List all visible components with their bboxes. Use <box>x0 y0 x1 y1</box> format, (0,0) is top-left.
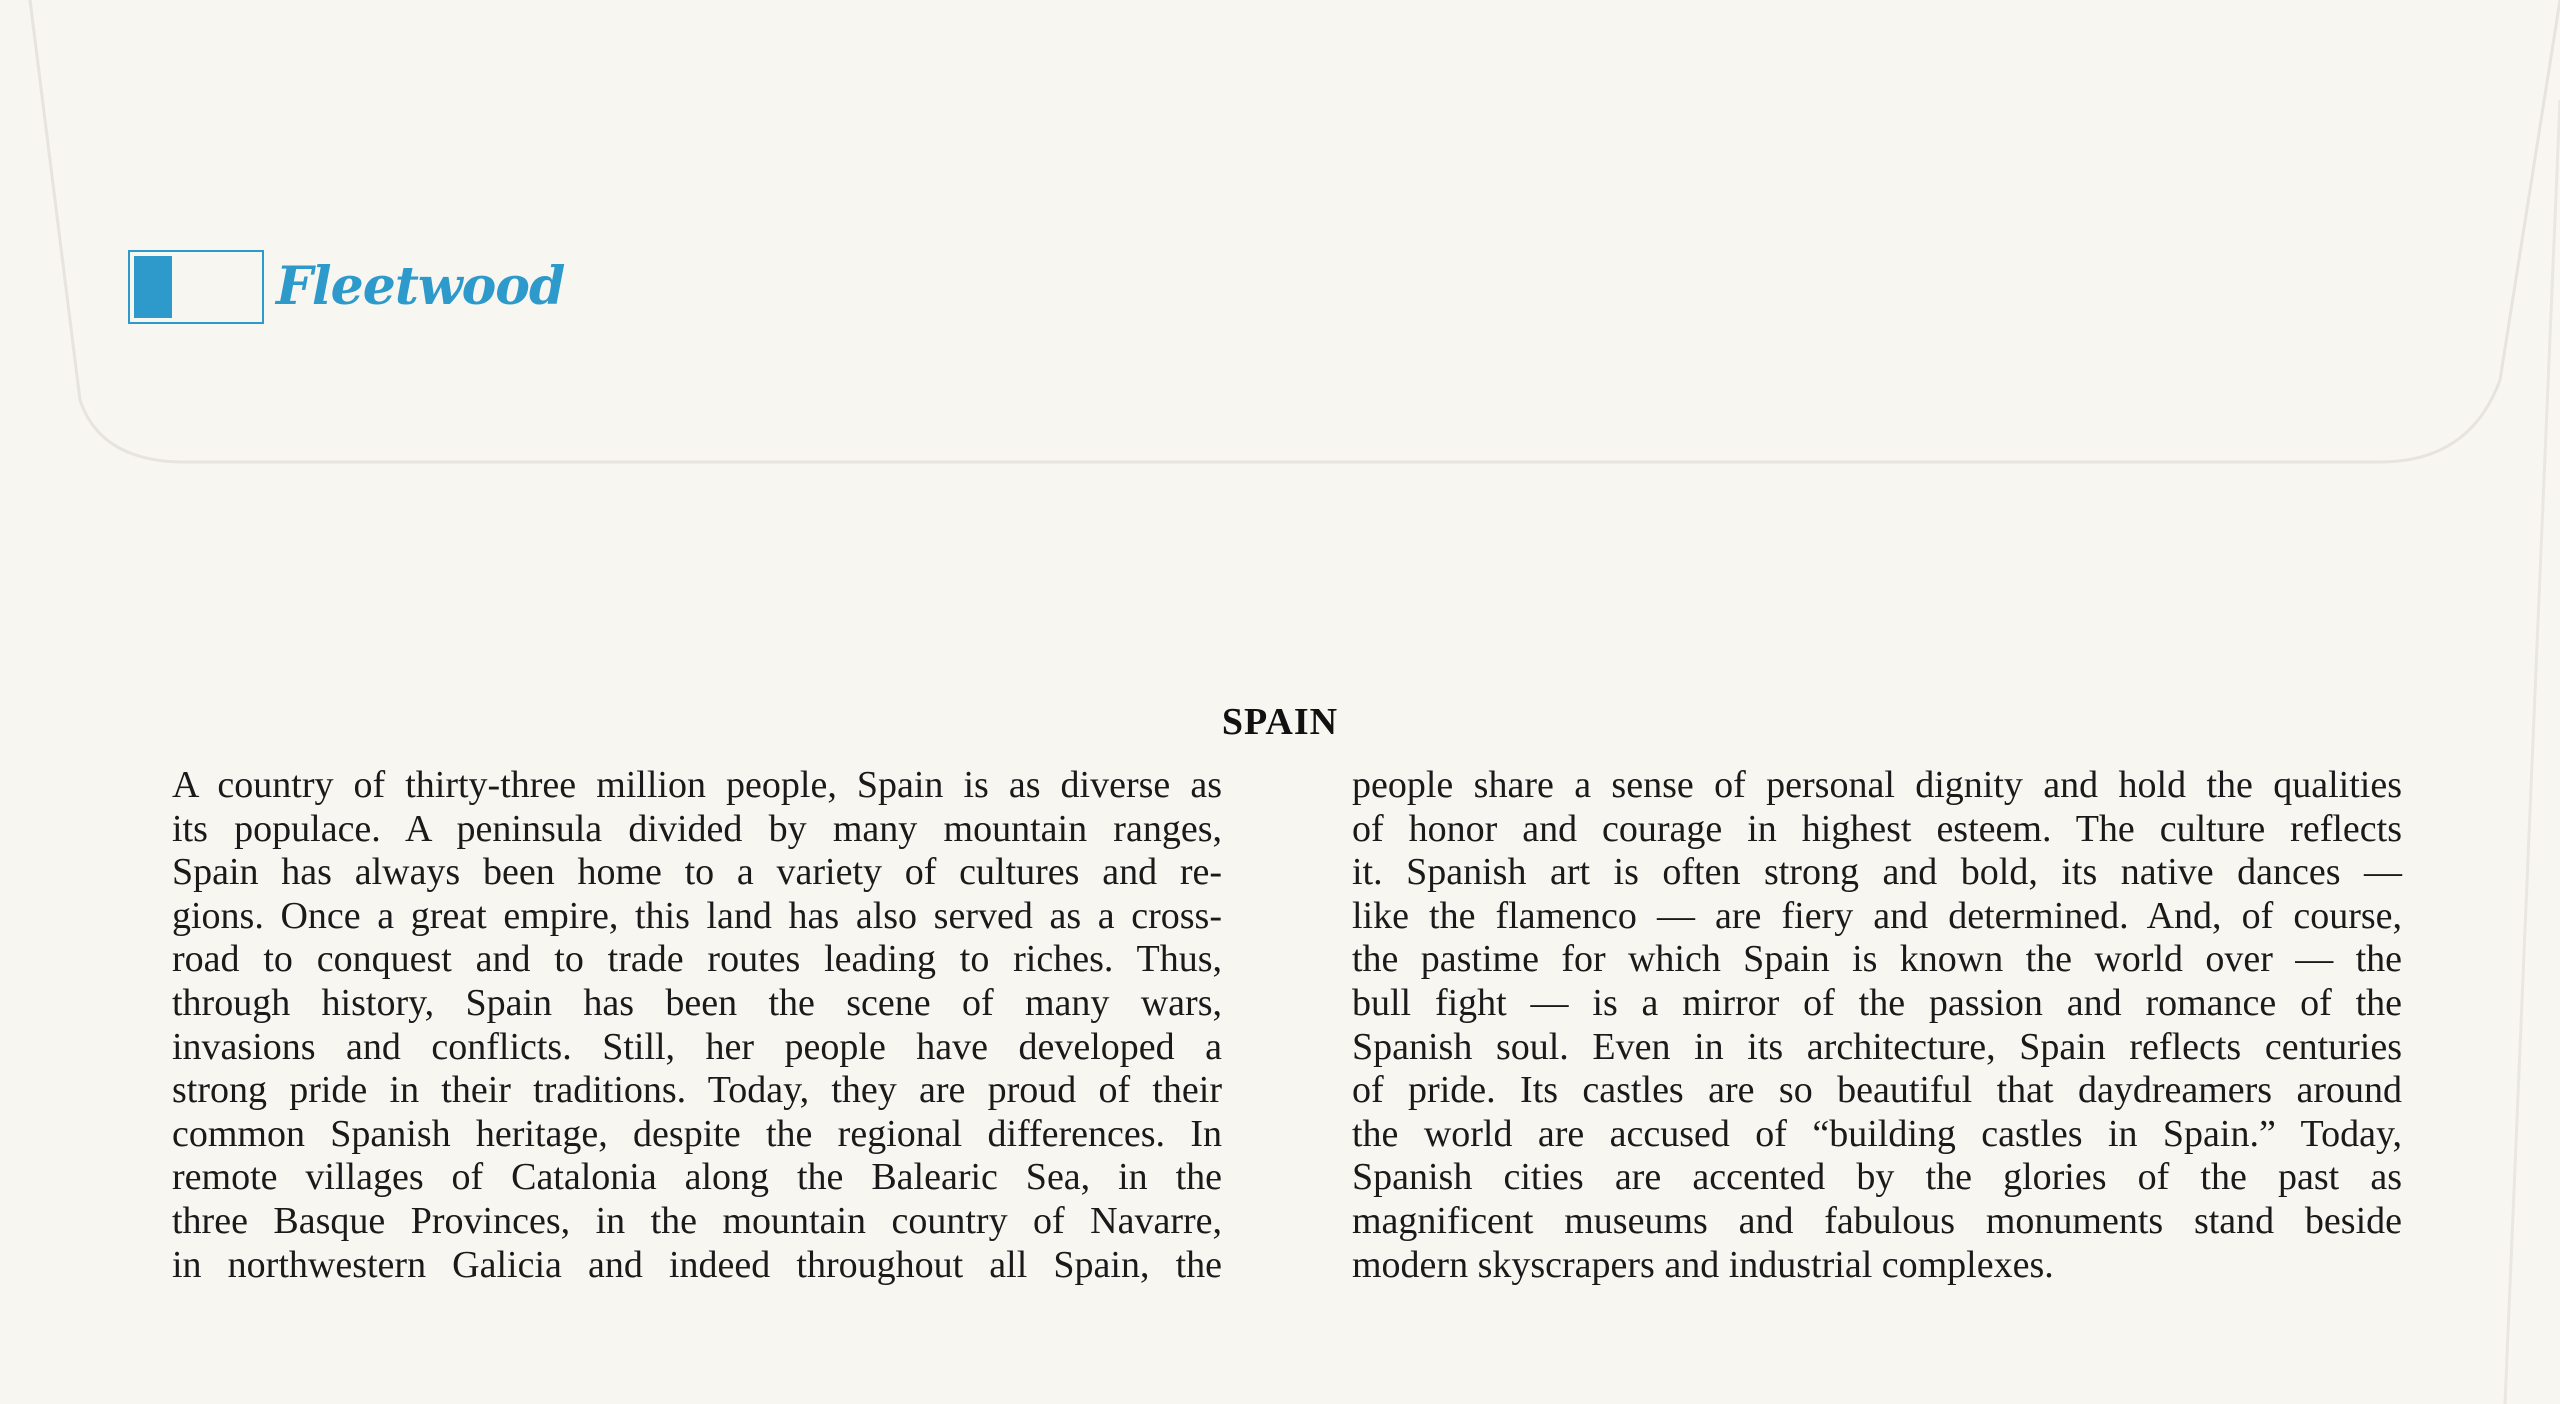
fleetwood-logo <box>128 250 564 324</box>
logo-box-mark <box>128 250 264 324</box>
text-line: Spanish cities are accented by the glories of the past as <box>1352 1156 2402 1199</box>
text-line: remote villages of Catalonia along the Balearic Sea, in the <box>172 1156 1222 1199</box>
text-line: in northwestern Galicia and indeed throughout all Spain, the <box>172 1243 1222 1286</box>
text-line: magnificent museums and fabulous monuments stand beside <box>1352 1199 2402 1242</box>
text-line: bull fight — is a mirror of the passion and romance of the <box>1352 981 2402 1024</box>
text-line: invasions and conflicts. Still, her people have developed a <box>172 1025 1222 1068</box>
text-line: road to conquest and to trade routes leading to riches. Thus, <box>172 938 1222 981</box>
text-line: through history, Spain has been the scene of many wars, <box>172 981 1222 1024</box>
text-line: three Basque Provinces, in the mountain country of Navarre, <box>172 1199 1222 1242</box>
article-left-column <box>172 764 1222 1287</box>
text-line: the pastime for which Spain is known the world over — the <box>1352 938 2402 981</box>
text-line: like the flamenco — are fiery and determined. And, of course, <box>1352 894 2402 937</box>
text-line: people share a sense of personal dignity and hold the qualities <box>1352 764 2402 806</box>
logo-brand-text: Fleetwood <box>276 256 565 317</box>
text-line: Spain has always been home to a variety of cultures and re- <box>172 851 1222 894</box>
text-line: modern skyscrapers and industrial complexes. <box>1352 1243 2054 1286</box>
text-line: Spanish soul. Even in its architecture, Spain reflects centuries <box>1352 1025 2402 1068</box>
text-line: it. Spanish art is often strong and bold, its native dances — <box>1352 851 2402 894</box>
text-line: strong pride in their traditions. Today, they are proud of their <box>172 1069 1222 1112</box>
text-line: its populace. A peninsula divided by many mountain ranges, <box>172 807 1222 850</box>
logo-box-fill <box>134 256 172 318</box>
article-title: SPAIN <box>1221 701 1339 743</box>
article-right-column <box>1352 764 2402 1287</box>
text-line: gions. Once a great empire, this land has also served as a cross- <box>172 894 1222 937</box>
text-line: of honor and courage in highest esteem. The culture reflects <box>1352 807 2402 850</box>
text-line: common Spanish heritage, despite the regional differences. In <box>172 1112 1222 1155</box>
text-line: of pride. Its castles are so beautiful that daydreamers around <box>1352 1069 2402 1112</box>
text-line: A country of thirty-three million people, Spain is as diverse as <box>172 764 1222 806</box>
text-line: the world are accused of “building castles in Spain.” Today, <box>1352 1112 2402 1155</box>
